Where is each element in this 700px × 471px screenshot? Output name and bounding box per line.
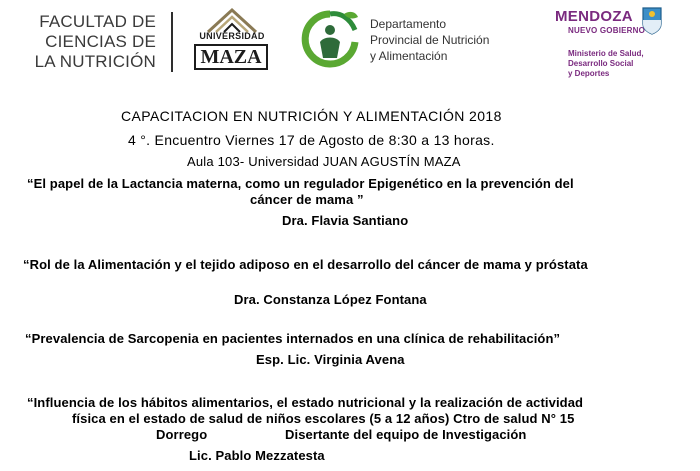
ministerio-line: Desarrollo Social bbox=[568, 59, 634, 68]
talk-title: “Rol de la Alimentación y el tejido adiposo en el desarrollo del cáncer de mama y próstata bbox=[23, 257, 588, 272]
departamento-line: y Alimentación bbox=[370, 49, 448, 63]
talk-title: “Prevalencia de Sarcopenia en pacientes internados en una clínica de rehabilitación” bbox=[25, 331, 561, 346]
facultad-line: CIENCIAS DE bbox=[45, 32, 156, 51]
talk-title: “El papel de la Lactancia materna, como un regulador Epigenético en la prevención del bbox=[27, 176, 574, 191]
maza-name: MAZA bbox=[194, 44, 268, 70]
facultad-line: LA NUTRICIÓN bbox=[34, 52, 156, 71]
universidad-maza-logo bbox=[186, 6, 278, 74]
talk-speaker: Esp. Lic. Virginia Avena bbox=[256, 352, 405, 367]
mendoza-logo-title: MENDOZA bbox=[555, 8, 633, 25]
departamento-nutricion-text bbox=[370, 16, 520, 64]
event-date: 4 °. Encuentro Viernes 17 de Agosto de 8:30 a 13 horas. bbox=[128, 132, 495, 148]
ministerio-text bbox=[568, 49, 678, 79]
talk-title: “Influencia de los hábitos alimentarios, el estado nutricional y la realización de actividad bbox=[27, 395, 584, 410]
talk-title: cáncer de mama ” bbox=[250, 192, 364, 207]
talk-speaker: Dra. Constanza López Fontana bbox=[234, 292, 427, 307]
ministerio-line: y Deportes bbox=[568, 69, 610, 78]
maza-university-label: UNIVERSIDAD bbox=[199, 31, 265, 41]
facultad-line: FACULTAD DE bbox=[39, 12, 156, 31]
mendoza-seal-icon bbox=[641, 4, 663, 36]
ministerio-line: Ministerio de Salud, bbox=[568, 49, 644, 58]
logo-divider bbox=[171, 12, 173, 72]
talk-speaker: Lic. Pablo Mezzatesta bbox=[189, 448, 325, 463]
talk-speaker-role: Disertante del equipo de Investigación bbox=[285, 427, 527, 442]
nutrition-department-logo-icon bbox=[300, 8, 360, 70]
event-location: Aula 103- Universidad JUAN AGUSTÍN MAZA bbox=[187, 154, 461, 169]
facultad-logo-text bbox=[6, 12, 156, 72]
talk-speaker: Dra. Flavia Santiano bbox=[282, 213, 409, 228]
mendoza-logo-subtitle: NUEVO GOBIERNO bbox=[568, 26, 646, 35]
talk-title: Dorrego bbox=[156, 427, 208, 442]
departamento-line: Departamento bbox=[370, 17, 447, 31]
event-title: CAPACITACION EN NUTRICIÓN Y ALIMENTACIÓN 2018 bbox=[121, 108, 502, 124]
departamento-line: Provincial de Nutrición bbox=[370, 33, 490, 47]
talk-title: física en el estado de salud de niños escolares (5 a 12 años) Ctro de salud N° 15 bbox=[72, 411, 575, 426]
